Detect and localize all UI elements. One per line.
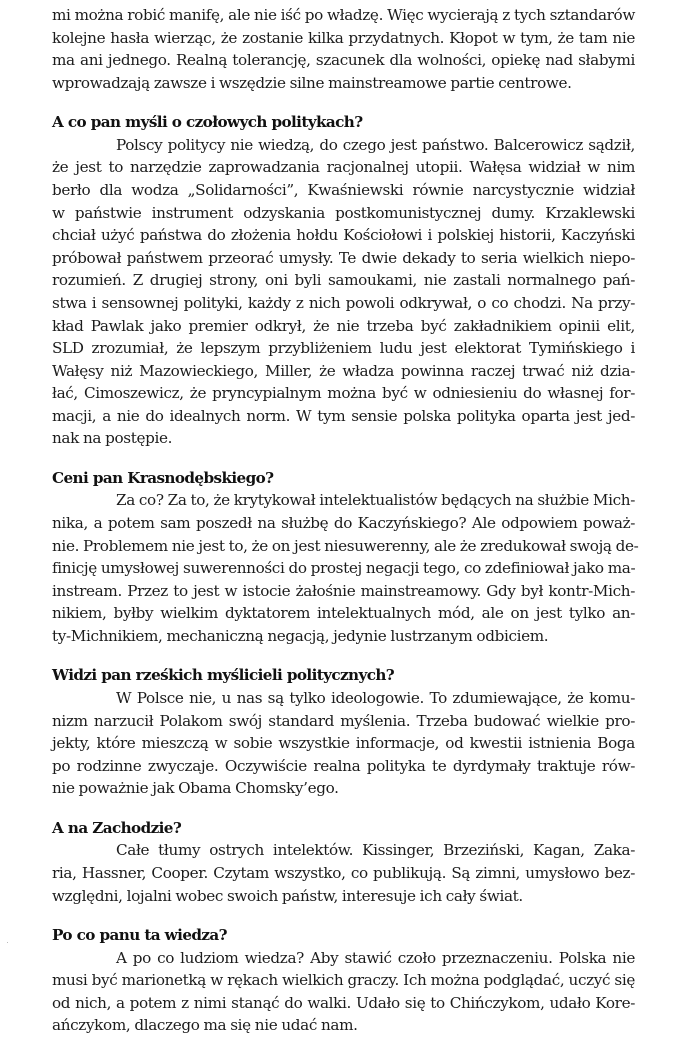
scan-artifact — [7, 942, 8, 943]
body-line: jekty, które mieszczą w sobie wszystkie informacje, od kwestii istnienia Boga — [52, 734, 635, 753]
body-line: łać, Cimoszewicz, że pryncypialnym można być w odniesieniu do własnej for- — [52, 384, 635, 403]
body-line: nika, a potem sam poszedł na służbę do Kaczyńskiego? Ale odpowiem poważ- — [52, 514, 635, 533]
body-line: Wałęsy niż Mazowieckiego, Miller, że władza powinna raczej trwać niż dzia- — [52, 361, 635, 380]
body-line: musi być marionetką w rękach wielkich graczy. Ich można podglądać, uczyć się — [52, 971, 635, 990]
body-line: wprowadzają zawsze i wszędzie silne mainstreamowe partie centrowe. — [52, 73, 572, 92]
body-line: ty-Michnikiem, mechaniczną negacją, jedynie lustrzanym odbiciem. — [52, 627, 549, 646]
question-heading: Ceni pan Krasnodębskiego? — [52, 468, 274, 487]
body-line: Całe tłumy ostrych intelektów. Kissinger, Brzeziński, Kagan, Zaka- — [116, 841, 635, 860]
body-line: rozumień. Z drugiej strony, oni byli samoukami, nie zastali normalnego pań- — [52, 271, 635, 290]
body-line: nikiem, byłby wielkim dyktatorem intelektualnych mód, ale on jest tylko an- — [52, 604, 635, 623]
body-line: ma ani jednego. Realną tolerancję, szacunek dla wolności, opiekę nad słabymi — [52, 51, 635, 70]
body-line: nie. Problemem nie jest to, że on jest niesuwerenny, ale że zredukował swoją de- — [52, 536, 639, 555]
section-krasnodebski — [52, 467, 639, 648]
section-intro-continuation — [52, 4, 635, 94]
body-line: W Polsce nie, u nas są tylko ideologowie. To zdumiewające, że komu- — [116, 689, 635, 708]
body-line: kład Pawlak jako premier odkrył, że nie trzeba być zakładnikiem opinii elit, — [52, 316, 635, 335]
body-line: że jest to narzędzie zaprowadzania racjonalnej utopii. Wałęsa widział w nim — [52, 158, 635, 177]
body-line: macji, a nie do idealnych norm. W tym sensie polska polityka oparta jest jed- — [52, 406, 635, 425]
body-line: nizm narzucił Polakom swój standard myślenia. Trzeba budować wielkie pro- — [52, 711, 635, 730]
body-line: ańczykom, dlaczego ma się nie udać nam. — [52, 1016, 358, 1035]
section-wiedza — [52, 924, 635, 1037]
body-line: stwa i sensownej polityki, każdy z nich powoli odkrywał, o co chodzi. Na przy- — [52, 293, 635, 312]
section-zachod — [52, 817, 635, 907]
body-line: w państwie instrument odzyskania postkomunistycznej dumy. Krzaklewski — [52, 203, 635, 222]
body-line: nie poważnie jak Obama Chomsky’ego. — [52, 779, 339, 798]
body-line: instream. Przez to jest w istocie żałośnie mainstreamowy. Gdy był kontr-Mich- — [52, 581, 635, 600]
body-line: od nich, a potem z nimi stanąć do walki. Udało się to Chińczykom, udało Kore- — [52, 993, 635, 1012]
body-line: Za co? Za to, że krytykował intelektualistów będących na służbie Mich- — [116, 491, 635, 510]
body-line: A po co ludziom wiedza? Aby stawić czoło przeznaczeniu. Polska nie — [116, 948, 635, 967]
body-line: mi można robić manifę, ale nie iść po władzę. Więc wycierają z tych sztandarów — [52, 6, 635, 24]
page-body — [52, 4, 639, 1037]
question-heading: A co pan myśli o czołowych politykach? — [52, 113, 363, 132]
body-line: chciał użyć państwa do złożenia hołdu Kościołowi i polskiej historii, Kaczyński — [52, 226, 635, 245]
question-heading: Widzi pan rześkich myślicieli politycznych? — [52, 666, 395, 685]
body-line: nak na postępie. — [52, 429, 173, 448]
body-line: Polscy politycy nie wiedzą, do czego jest państwo. Balcerowicz sądził, — [116, 135, 635, 154]
body-line: próbował państwem przeorać umysły. Te dwie dekady to seria wielkich niepo- — [52, 248, 635, 267]
body-line: SLD zrozumiał, że lepszym przybliżeniem ludu jest elektorat Tymińskiego i — [52, 339, 635, 358]
body-line: berło dla wodza „Solidarności”, Kwaśniewski równie narcystycznie widział — [52, 180, 635, 199]
question-heading: A na Zachodzie? — [52, 818, 182, 837]
body-line: względni, lojalni wobec swoich państw, interesuje ich cały świat. — [52, 886, 523, 905]
section-czolowi-politycy — [52, 111, 635, 450]
body-line: kolejne hasła wierząc, że zostanie kilka przydatnych. Kłopot w tym, że tam nie — [52, 28, 635, 47]
section-mysliciele — [52, 664, 635, 800]
body-line: ria, Hassner, Cooper. Czytam wszystko, co publikują. Są zimni, umysłowo bez- — [52, 863, 635, 882]
body-line: finicję umysłowej suwerenności do prostej negacji tego, co zdefiniował jako ma- — [52, 559, 636, 578]
question-heading: Po co panu ta wiedza? — [52, 925, 227, 944]
body-line: po rodzinne zwyczaje. Oczywiście realna polityka te dyrdymały traktuje rów- — [52, 756, 635, 775]
